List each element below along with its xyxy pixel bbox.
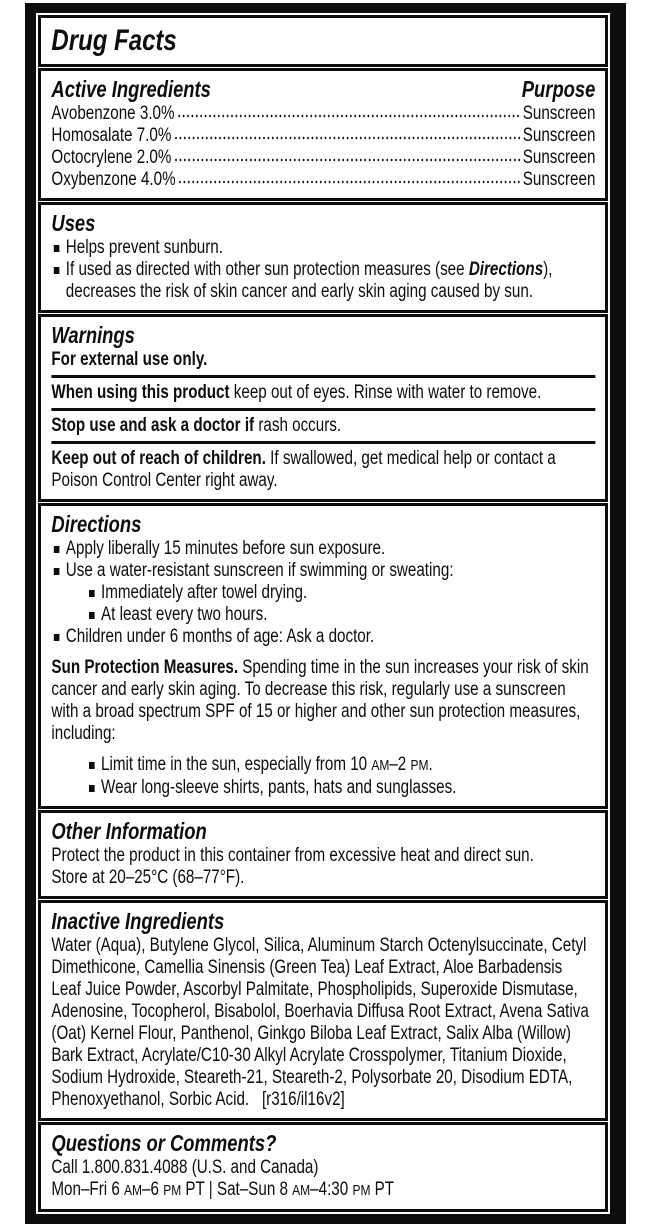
keep-out-of-reach-statement: Keep out of reach of children. If swallowed, get medical help or contact a Poison Control Center right away.	[51, 448, 556, 491]
questions-section	[38, 1122, 608, 1212]
inactive-ingredients-text: Water (Aqua), Butylene Glycol, Silica, Aluminum Starch Octenylsuccinate, Cetyl Dimethicone, Camellia Sinensis (Green Tea) Leaf Extract, Aloe Barbadensis Leaf Juice Powder, Ascorbyl Palmitate, Phospholipids, Superoxide Dismutase, Adenosine, Tocopherol, Bisabolol, Boerhavia Diffusa Root Extract, Avena Sativa (Oat) Kernel Flour, Panthenol, Ginkgo Biloba Leaf Extract, Salix Alba (Willow) Bark Extract, Acrylate/C10-30 Alkyl Acrylate Crosspolymer, Titanium Dioxide, Sodium Hydroxide, Steareth-21, Steareth-2, Polysorbate 20, Disodium EDTA, Phenoxyethanol, Sorbic Acid. [r316/il16v2]	[51, 935, 589, 1110]
sun-protection-bullet-text: Wear long-sleeve shirts, pants, hats and sunglasses.	[101, 777, 457, 798]
divider-rule	[51, 375, 595, 378]
drug-facts-label	[25, 3, 626, 1224]
warnings-heading: Warnings	[51, 322, 135, 348]
hours-line: Mon–Fri 6 AM–6 PM PT | Sat–Sun 8 AM–4:30 PM PT	[51, 1179, 395, 1200]
pm-smallcaps: PM	[410, 757, 429, 774]
directions-bullet	[51, 538, 595, 560]
directions-bullet-text: Children under 6 months of age: Ask a doctor.	[65, 626, 375, 647]
inactive-ingredients-section	[38, 900, 608, 1121]
active-ingredients-header-row	[51, 76, 595, 103]
directions-sub-bullet-text: Immediately after towel drying.	[101, 582, 308, 603]
bullet-square-icon	[54, 568, 60, 575]
directions-sub-bullet	[87, 604, 596, 626]
when-using-statement: When using this product keep out of eyes. Rinse with water to remove.	[51, 382, 542, 403]
directions-bullet-text: Apply liberally 15 minutes before sun exposure.	[65, 538, 386, 559]
warnings-section	[38, 314, 608, 502]
directions-sub-bullet-text: At least every two hours.	[101, 604, 268, 625]
purpose-heading: Purpose	[521, 76, 596, 102]
am-smallcaps: AM	[292, 1182, 311, 1199]
uses-bullet	[51, 259, 595, 303]
directions-heading: Directions	[51, 511, 142, 537]
pm-smallcaps: PM	[352, 1182, 371, 1199]
directions-bullet	[51, 560, 595, 582]
ingredient-name: Octocrylene 2.0%	[51, 147, 172, 168]
bullet-square-icon	[89, 612, 95, 619]
uses-heading: Uses	[51, 210, 96, 236]
stop-use-statement: Stop use and ask a doctor if rash occurs.	[51, 415, 342, 436]
dotted-leader	[178, 169, 520, 191]
active-ingredients-heading: Active Ingredients	[51, 76, 211, 102]
bullet-square-icon	[89, 762, 95, 769]
divider-rule	[51, 408, 595, 411]
sun-protection-bullet	[87, 754, 596, 777]
bullet-square-icon	[54, 546, 60, 553]
dotted-leader	[177, 103, 520, 125]
ingredient-name: Avobenzone 3.0%	[51, 103, 175, 124]
uses-bullet	[51, 237, 595, 259]
active-ingredient-row	[51, 147, 595, 169]
drug-facts-title: Drug Facts	[51, 24, 177, 57]
uses-bullet-text: If used as directed with other sun protection measures (see Directions), decreases the risk of skin cancer and early skin aging caused by sun.	[65, 259, 553, 302]
directions-cross-reference: Directions	[468, 259, 544, 280]
bullet-square-icon	[89, 590, 95, 597]
sun-protection-bullet	[87, 777, 596, 799]
active-ingredient-row	[51, 125, 595, 147]
bullet-square-icon	[54, 245, 60, 252]
directions-bullet-text: Use a water-resistant sunscreen if swimming or sweating:	[65, 560, 454, 581]
directions-bullet	[51, 626, 595, 648]
phone-line: Call 1.800.831.4088 (U.S. and Canada)	[51, 1157, 319, 1178]
active-ingredient-row	[51, 103, 595, 125]
inactive-ingredients-heading: Inactive Ingredients	[51, 908, 225, 934]
ingredient-purpose: Sunscreen	[522, 147, 596, 168]
sun-protection-measures-paragraph: Sun Protection Measures. Spending time in the sun increases your risk of skin cancer and early skin aging. To decrease this risk, regularly use a sunscreen with a broad spectrum SPF of 15 or higher and other sun protection measures, including:	[51, 657, 589, 744]
sun-protection-bullet-text: Limit time in the sun, especially from 10 AM–2 PM.	[101, 754, 433, 775]
ingredient-purpose: Sunscreen	[522, 125, 596, 146]
active-ingredient-row	[51, 169, 595, 191]
other-information-section	[38, 810, 608, 899]
uses-bullet-text: Helps prevent sunburn.	[65, 237, 223, 258]
other-information-heading: Other Information	[51, 818, 207, 844]
bullet-square-icon	[54, 634, 60, 641]
uses-section	[38, 202, 608, 313]
drug-facts-title-box	[38, 15, 608, 67]
questions-heading: Questions or Comments?	[51, 1130, 277, 1156]
other-information-line: Store at 20–25°C (68–77°F).	[51, 867, 245, 888]
bullet-square-icon	[54, 267, 60, 274]
directions-section	[38, 503, 608, 809]
am-smallcaps: AM	[371, 757, 390, 774]
ingredient-purpose: Sunscreen	[522, 103, 596, 124]
active-ingredients-section	[38, 68, 608, 201]
label-revision-code: [r316/il16v2]	[261, 1089, 345, 1110]
bullet-square-icon	[89, 785, 95, 792]
external-use-statement: For external use only.	[51, 349, 208, 370]
dotted-leader	[174, 147, 521, 169]
pm-smallcaps: PM	[163, 1182, 182, 1199]
ingredient-name: Oxybenzone 4.0%	[51, 169, 176, 190]
ingredient-purpose: Sunscreen	[522, 169, 596, 190]
other-information-line: Protect the product in this container from excessive heat and direct sun.	[51, 845, 534, 866]
divider-rule	[51, 441, 595, 444]
am-smallcaps: AM	[124, 1182, 143, 1199]
dotted-leader	[174, 125, 521, 147]
directions-sub-bullet	[87, 582, 596, 604]
ingredient-name: Homosalate 7.0%	[51, 125, 172, 146]
